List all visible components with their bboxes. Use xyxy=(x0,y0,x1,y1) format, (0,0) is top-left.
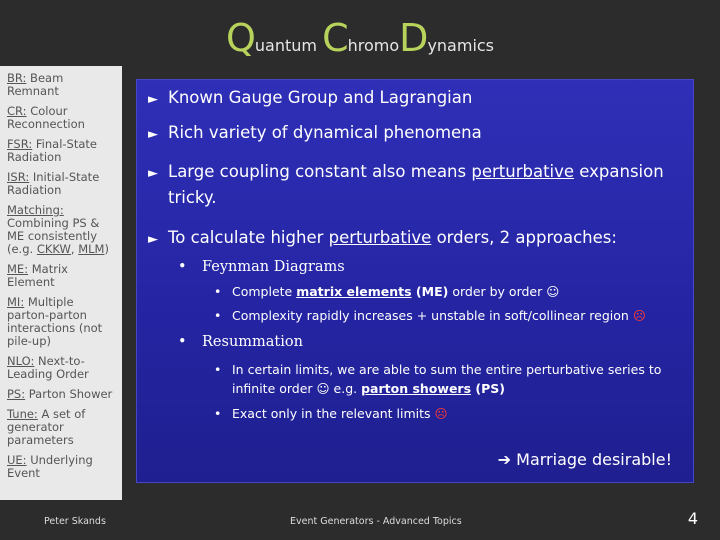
link-matrix-elements[interactable]: matrix elements xyxy=(296,284,412,299)
slide-title: Quantum ChromoDynamics xyxy=(225,16,495,60)
frown-icon: ☹ xyxy=(632,308,646,323)
bullet-phenomena: ► Rich variety of dynamical phenomena xyxy=(148,120,668,148)
glossary-sidebar xyxy=(0,66,122,500)
footer-course: Event Generators - Advanced Topics xyxy=(290,516,462,527)
item-complexity: • Complexity rapidly increases + unstable in soft/collinear region ☹ xyxy=(214,308,646,323)
glossary-item-br: BR: Beam Remnant xyxy=(7,71,64,98)
link-ckkw[interactable]: CKKW xyxy=(36,242,71,256)
glossary-item-tune: Tune: A set of generator parameters xyxy=(7,407,86,447)
page-number: 4 xyxy=(687,509,698,528)
glossary-item-isr: ISR: Initial-State Radiation xyxy=(7,170,100,197)
bullet-coupling: ► Large coupling constant also means perturbative expansion tricky. xyxy=(148,162,664,207)
bullet-higher-orders: ► To calculate higher perturbative orders, 2 approaches: xyxy=(148,225,668,253)
smiley-icon: ☺ xyxy=(316,381,330,396)
subbullet-feynman: • Feynman Diagrams xyxy=(178,259,345,275)
marriage-conclusion: ➔ Marriage desirable! xyxy=(497,450,672,469)
link-mlm[interactable]: MLM xyxy=(78,242,105,256)
arrow-bullet-icon: ► xyxy=(148,127,158,142)
glossary-item-nlo: NLO: Next-to-Leading Order xyxy=(7,354,89,381)
subbullet-resummation: • Resummation xyxy=(178,334,303,350)
frown-icon: ☹ xyxy=(434,406,448,421)
link-parton-showers[interactable]: parton showers xyxy=(361,381,472,396)
arrow-bullet-icon: ► xyxy=(148,232,158,247)
link-perturbative[interactable]: perturbative xyxy=(471,162,575,181)
item-exact-limits: • Exact only in the relevant limits ☹ xyxy=(214,406,448,421)
glossary-item-me: ME: Matrix Element xyxy=(7,262,68,289)
item-certain-limits: • In certain limits, we are able to sum the entire perturbative series to infinite order ☺ e.g. parton showers (PS) xyxy=(214,362,662,396)
glossary-item-fsr: FSR: Final-State Radiation xyxy=(7,137,97,164)
glossary-item-mi: MI: Multiple parton-parton interactions (not pile-up) xyxy=(7,295,103,348)
bullet-gauge-group: ► Known Gauge Group and Lagrangian xyxy=(148,85,668,113)
glossary-item-ue: UE: Underlying Event xyxy=(7,453,93,480)
glossary-item-cr: CR: Colour Reconnection xyxy=(7,104,85,131)
glossary-item-ps: PS: Parton Shower xyxy=(7,387,113,401)
arrow-bullet-icon: ► xyxy=(148,92,158,107)
glossary-item-matching: Matching: Combining PS & ME consistently (e.g. CKKW, MLM) xyxy=(7,203,109,256)
link-perturbative[interactable]: perturbative xyxy=(328,228,432,247)
footer-author: Peter Skands xyxy=(44,516,106,527)
item-complete-me: • Complete matrix elements (ME) order by order ☺ xyxy=(214,284,560,299)
content-panel xyxy=(136,79,694,483)
smiley-icon: ☺ xyxy=(546,284,560,299)
right-arrow-icon: ➔ xyxy=(497,450,512,469)
arrow-bullet-icon: ► xyxy=(148,166,158,181)
